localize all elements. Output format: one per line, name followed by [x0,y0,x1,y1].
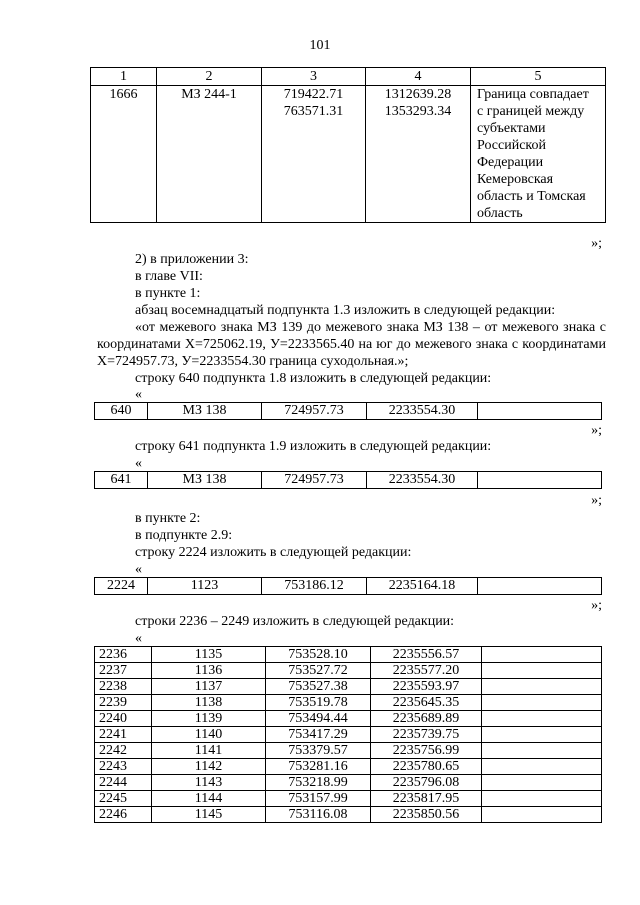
table-cell: 1138 [152,695,266,711]
table-cell: 2224 [95,578,148,595]
table-cell: 724957.73 [262,472,367,489]
table-cell [482,663,602,679]
table-cell: 2239 [95,695,152,711]
x-value: 719422.71 [283,87,344,102]
table-cell: 1136 [152,663,266,679]
table-cell: 1145 [152,807,266,823]
row-641-table [94,471,602,489]
table-cell: МЗ 138 [148,403,262,420]
y-coord-cell [366,86,471,223]
table-cell [482,743,602,759]
table-row [91,86,606,223]
close-quote: »; [591,493,602,508]
table-cell: 753281.16 [266,759,371,775]
table-row [95,472,602,489]
table-cell: 753186.12 [262,578,367,595]
table-cell: 1139 [152,711,266,727]
table-cell: 2235689.89 [371,711,482,727]
table-cell [482,695,602,711]
boundary-table [90,67,606,223]
table-cell: 753116.08 [266,807,371,823]
table-cell: 1140 [152,727,266,743]
mark-cell: МЗ 244-1 [157,86,262,223]
table-row [95,759,602,775]
table-row [95,663,602,679]
table-cell: 1142 [152,759,266,775]
open-quote: « [135,387,142,402]
y-value: 1312639.28 [384,87,452,102]
header-cell: 3 [262,68,366,86]
paragraph-subpoint: в подпункте 2.9: [135,528,233,543]
table-cell: 753379.57 [266,743,371,759]
table-cell: 753494.44 [266,711,371,727]
row-number-cell: 1666 [91,86,157,223]
table-cell [478,472,602,489]
table-cell: 1137 [152,679,266,695]
table-cell: 2235556.57 [371,647,482,663]
paragraph-point2: в пункте 2: [135,511,201,526]
table-cell: 2237 [95,663,152,679]
header-cell: 1 [91,68,157,86]
y-value: 1353293.34 [384,104,452,119]
table-row [95,727,602,743]
table-cell: 753417.29 [266,727,371,743]
table-cell [478,403,602,420]
table-cell: 1123 [148,578,262,595]
table-row [95,647,602,663]
note-line: область и Томская [477,189,586,204]
paragraph-point: в пункте 1: [135,286,201,301]
table-cell: 2241 [95,727,152,743]
row-640-table [94,402,602,420]
table-row [95,695,602,711]
table-cell: 2235645.35 [371,695,482,711]
paragraph-row640-intro: строку 640 подпункта 1.8 изложить в следующей редакции: [135,371,492,386]
x-value: 763571.31 [283,104,344,119]
note-line: Российской [477,138,546,153]
header-cell: 5 [471,68,606,86]
table-cell: 2235593.97 [371,679,482,695]
table-cell: 753528.10 [266,647,371,663]
table-cell: 2235850.56 [371,807,482,823]
table-cell: 2235796.08 [371,775,482,791]
open-quote: « [135,631,142,646]
table-cell: 2238 [95,679,152,695]
table-cell [478,578,602,595]
table-cell: 2244 [95,775,152,791]
table-cell: 2233554.30 [367,472,478,489]
table-cell [482,727,602,743]
table-cell [482,759,602,775]
table-row [95,403,602,420]
close-quote: »; [591,236,602,251]
table-cell: 641 [95,472,148,489]
table-cell: 2235817.95 [371,791,482,807]
close-quote: »; [591,423,602,438]
table-row [95,711,602,727]
row-2224-table [94,577,602,595]
note-line: Граница совпадает [477,87,589,102]
x-coord-cell [262,86,366,223]
table-cell: 2235739.75 [371,727,482,743]
open-quote: « [135,456,142,471]
table-cell: 1141 [152,743,266,759]
paragraph-rows-intro: строки 2236 – 2249 изложить в следующей редакции: [135,614,455,629]
table-cell: 753157.99 [266,791,371,807]
header-cell: 2 [157,68,262,86]
table-cell: 2235164.18 [367,578,478,595]
page-number: 101 [309,38,331,53]
table-cell: 2235756.99 [371,743,482,759]
table-row [95,679,602,695]
rows-2236-table [94,646,602,823]
table-cell [482,775,602,791]
table-cell: 2235780.65 [371,759,482,775]
table-cell: МЗ 138 [148,472,262,489]
table-cell [482,807,602,823]
table-cell: 753527.38 [266,679,371,695]
paragraph-intro: абзац восемнадцатый подпункта 1.3 изложить в следующей редакции: [135,303,556,318]
close-quote: »; [591,598,602,613]
table-cell: 2235577.20 [371,663,482,679]
table-row [95,807,602,823]
paragraph-chapter: в главе VII: [135,269,203,284]
quoted-paragraph: «от межевого знака МЗ 139 до межевого знака МЗ 138 – от межевого знака с координатами Х=725062.19, У=2233565.40 на юг до межевого знака с координатами Х=724957.73, У=2233554.30 граница суходольная.»; [97,320,606,369]
table-cell: 753519.78 [266,695,371,711]
table-cell: 1135 [152,647,266,663]
table-cell [482,679,602,695]
note-cell [471,86,606,223]
table-row [95,578,602,595]
table-header-row [91,68,606,86]
table-cell: 753218.99 [266,775,371,791]
table-row [95,743,602,759]
note-line: субъектами [477,121,546,136]
table-row [95,775,602,791]
table-cell [482,711,602,727]
table-cell: 2242 [95,743,152,759]
paragraph-appendix: 2) в приложении 3: [135,252,249,267]
table-cell: 2240 [95,711,152,727]
header-cell: 4 [366,68,471,86]
table-cell: 640 [95,403,148,420]
table-cell: 1143 [152,775,266,791]
paragraph-row641-intro: строку 641 подпункта 1.9 изложить в следующей редакции: [135,439,492,454]
table-cell: 1144 [152,791,266,807]
open-quote: « [135,562,142,577]
paragraph-row2224-intro: строку 2224 изложить в следующей редакции: [135,545,412,560]
note-line: Кемеровская [477,172,554,187]
table-cell [482,791,602,807]
table-cell: 2236 [95,647,152,663]
note-line: область [477,206,523,221]
table-cell: 2246 [95,807,152,823]
table-cell: 2233554.30 [367,403,478,420]
table-cell: 724957.73 [262,403,367,420]
note-line: Федерации [477,155,544,170]
table-cell: 753527.72 [266,663,371,679]
table-cell [482,647,602,663]
table-cell: 2245 [95,791,152,807]
table-row [95,791,602,807]
table-cell: 2243 [95,759,152,775]
note-line: с границей между [477,104,585,119]
